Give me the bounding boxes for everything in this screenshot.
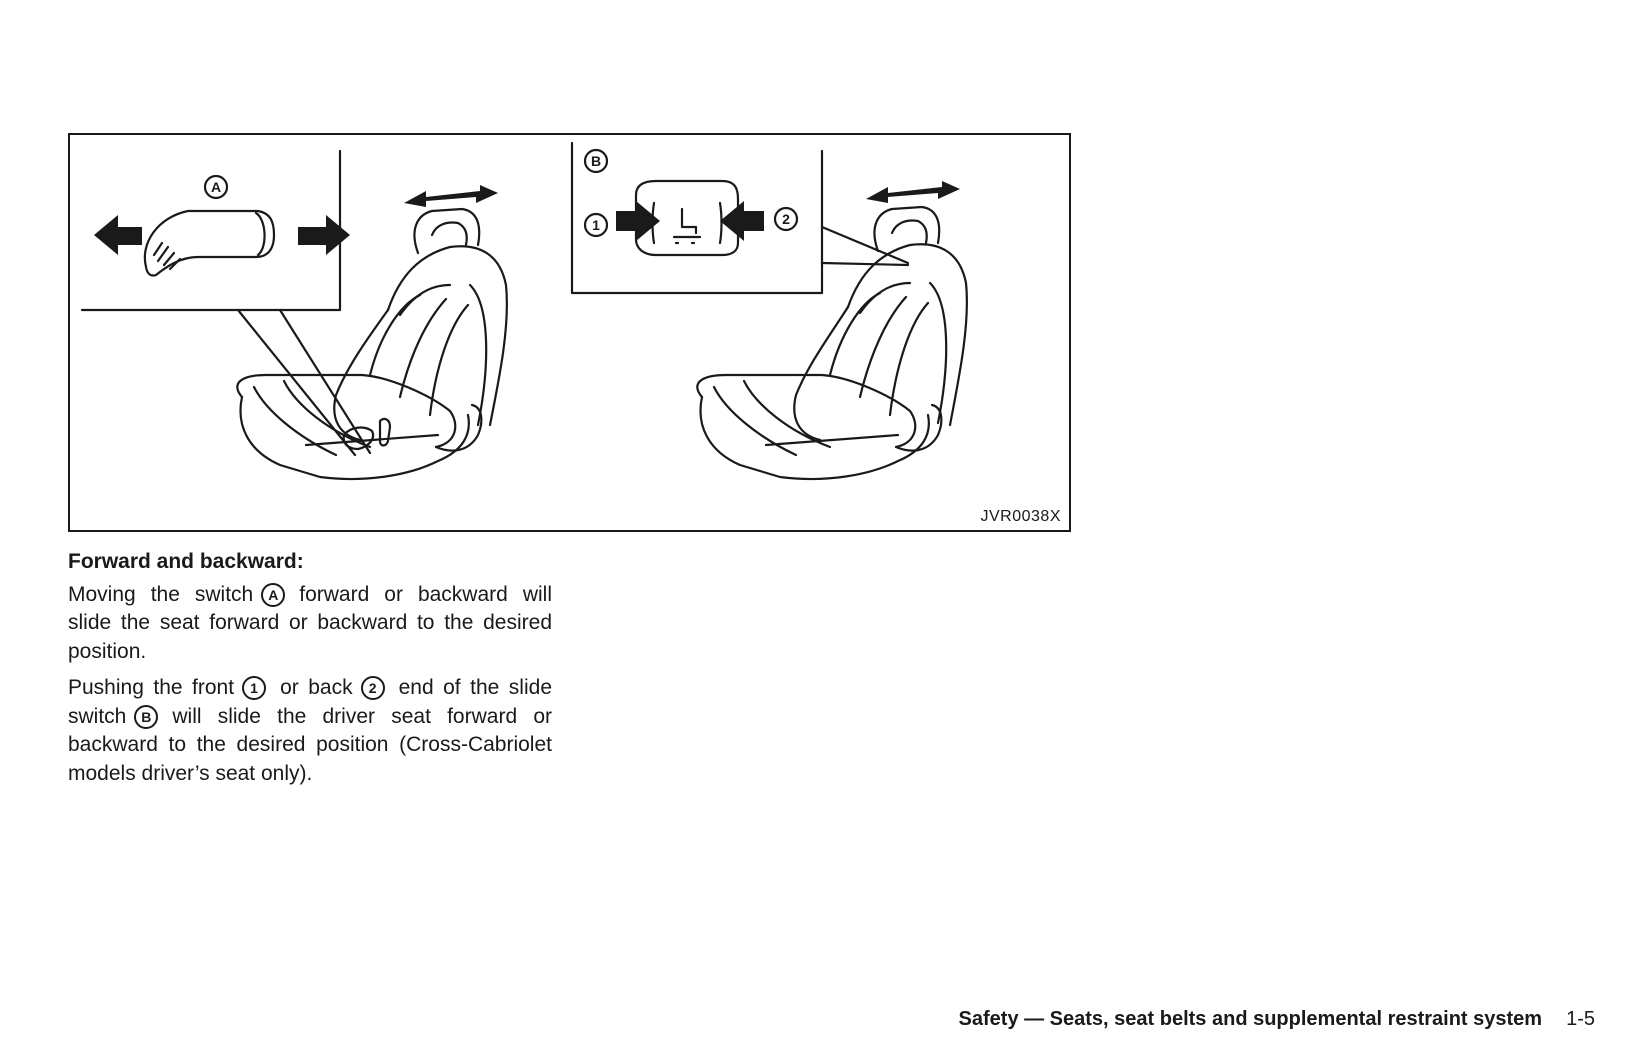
callout-a-label: A xyxy=(210,179,222,195)
p2-pre: Pushing the front xyxy=(68,676,235,699)
text-column xyxy=(68,548,552,796)
seat-adjust-figure xyxy=(68,133,1071,532)
figure-illustration xyxy=(70,135,1073,534)
p1-pre: Moving the switch xyxy=(68,582,254,606)
arrow-left-icon xyxy=(94,215,142,255)
p2-mid1: or back xyxy=(280,676,353,699)
inline-callout-a: A xyxy=(261,583,285,607)
section-heading: Forward and backward: xyxy=(68,550,304,573)
callout-2-label: 2 xyxy=(782,211,790,227)
arrow-right-icon xyxy=(298,215,350,255)
paragraph-1 xyxy=(68,581,552,667)
motion-arrow-icon-1 xyxy=(404,185,498,207)
footer-title: Safety — Seats, seat belts and supplemental restraint system xyxy=(958,1008,1543,1030)
inset-b-leader-2 xyxy=(822,263,908,265)
inline-callout-1: 1 xyxy=(242,676,266,700)
figure-id: JVR0038X xyxy=(980,508,1061,525)
inset-a-leader-2 xyxy=(280,310,370,453)
callout-1-label: 1 xyxy=(592,217,600,233)
push-arrow-back-icon xyxy=(720,201,764,241)
inset-b-leader-1 xyxy=(822,227,908,263)
seat-slide-switch-icon xyxy=(145,211,274,276)
p1-post: forward or backward will slide the seat forward or backward to the desired position. xyxy=(68,582,552,663)
page-number: 1-5 xyxy=(1566,1008,1595,1030)
callout-b-label: B xyxy=(590,153,602,169)
motion-arrow-icon-2 xyxy=(866,181,960,203)
inline-callout-b: B xyxy=(134,705,158,729)
car-seat-icon xyxy=(237,209,507,479)
p2-mid2: end of the slide switch xyxy=(68,676,552,728)
p2-post: will slide the driver seat forward or backward to the desired position (Cross-Cabriolet models driver’s seat only). xyxy=(68,704,552,785)
inline-callout-2: 2 xyxy=(361,676,385,700)
paragraph-2 xyxy=(68,674,552,788)
page-footer xyxy=(959,1008,1595,1031)
